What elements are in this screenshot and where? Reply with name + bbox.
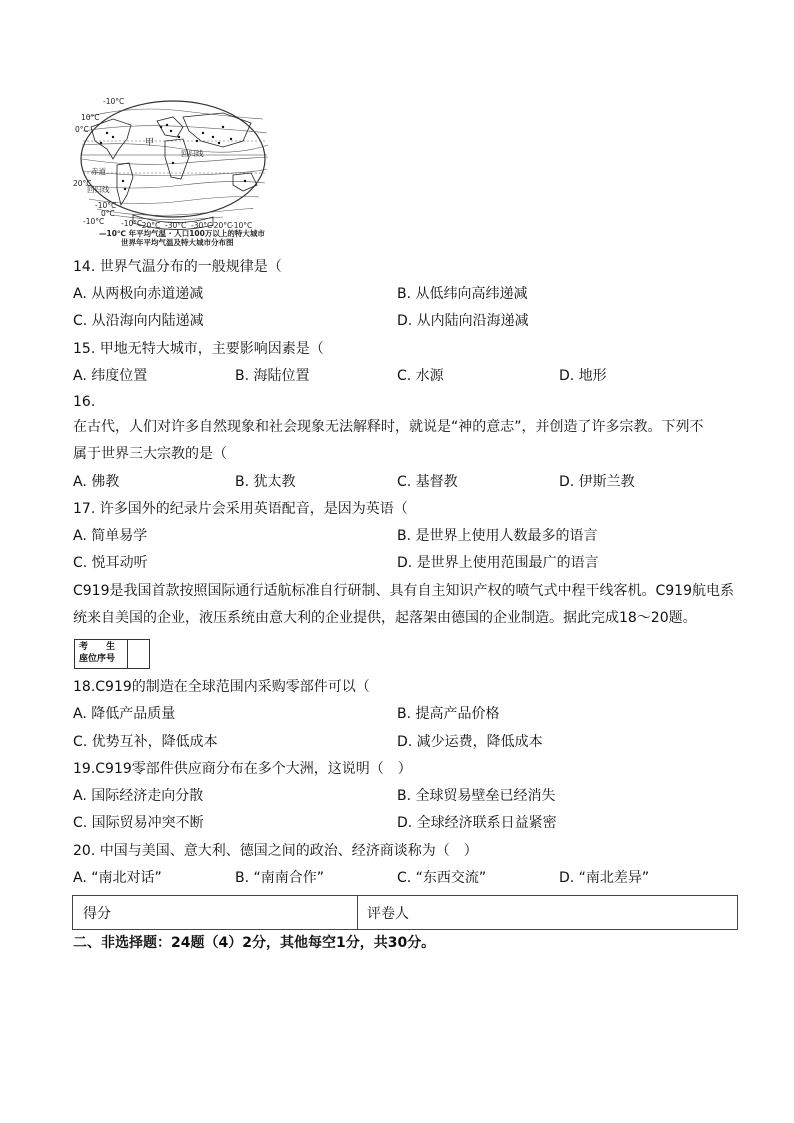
- question-stem: 15. 甲地无特大城市，主要影响因素是（: [73, 341, 324, 357]
- map-label-jia: 甲: [145, 138, 155, 148]
- score-table: [72, 895, 738, 930]
- option-a[interactable]: A. “南北对话”: [73, 870, 162, 886]
- question-stem: 14. 世界气温分布的一般规律是（: [73, 259, 282, 275]
- passage-line: 统来自美国的企业，液压系统由意大利的企业提供，起落架由德国的企业制造。据此完成18～20题。: [73, 610, 697, 626]
- option-b[interactable]: B. 全球贸易壁垒已经消失: [397, 788, 556, 804]
- option-d[interactable]: D. 全球经济联系日益紧密: [397, 815, 557, 831]
- world-temperature-map: [73, 97, 273, 247]
- option-a[interactable]: A. 佛教: [73, 474, 120, 490]
- map-label: -10°C: [103, 97, 125, 106]
- question-stem: 17. 许多国外的纪录片会采用英语配音，是因为英语（: [73, 501, 408, 517]
- question-stem: 在古代，人们对许多自然现象和社会现象无法解释时，就说是“神的意志”，并创造了许多宗教。下列不: [73, 419, 704, 435]
- option-a[interactable]: A. 纬度位置: [73, 368, 148, 384]
- map-label: -30°C: [191, 221, 213, 230]
- option-d[interactable]: D. “南北差异”: [559, 870, 650, 886]
- map-label: -20°C: [211, 221, 233, 230]
- option-c[interactable]: C. “东西交流”: [397, 870, 487, 886]
- section-heading: 二、非选择题：24题（4）2分，其他每空1分，共30分。: [73, 935, 436, 951]
- map-label: -10°C: [231, 221, 253, 230]
- map-label: -10°C: [83, 217, 105, 226]
- option-b[interactable]: B. 犹太教: [235, 474, 296, 490]
- option-c[interactable]: C. 国际贸易冲突不断: [73, 815, 204, 831]
- map-label: 0°C: [101, 209, 115, 218]
- option-d[interactable]: D. 伊斯兰教: [559, 474, 635, 490]
- option-d[interactable]: D. 从内陆向沿海递减: [397, 313, 529, 329]
- question-stem: 20. 中国与美国、意大利、德国之间的政治、经济商谈称为（ ）: [73, 843, 478, 859]
- grader-label: 评卷人: [367, 906, 409, 922]
- option-b[interactable]: B. 是世界上使用人数最多的语言: [397, 528, 598, 544]
- map-caption: 世界年平均气温及特大城市分布图: [121, 238, 234, 247]
- map-label: -30°C: [165, 221, 187, 230]
- option-c[interactable]: C. 基督教: [397, 474, 458, 490]
- seat-label-line1: 考 生: [79, 642, 116, 652]
- option-b[interactable]: B. 海陆位置: [235, 368, 310, 384]
- option-a[interactable]: A. 从两极向赤道递减: [73, 286, 204, 302]
- map-label: 回归线: [87, 185, 110, 194]
- option-c[interactable]: C. 悦耳动听: [73, 555, 148, 571]
- question-number: 16.: [73, 394, 96, 410]
- map-label: 0°C: [75, 125, 89, 134]
- map-label: 赤道: [91, 167, 106, 176]
- option-c[interactable]: C. 水源: [397, 368, 444, 384]
- map-label: -10°C: [95, 201, 117, 210]
- map-legend: —10℃ 年平均气温 · 人口100万以上的特大城市: [99, 229, 265, 238]
- map-label: 10°C: [81, 113, 100, 122]
- map-label: -20°C: [139, 221, 161, 230]
- map-label: 回归线: [181, 149, 204, 158]
- option-a[interactable]: A. 降低产品质量: [73, 706, 176, 722]
- question-stem: 19.C919零部件供应商分布在多个大洲，这说明（ ）: [73, 761, 412, 777]
- question-stem-cont: 属于世界三大宗教的是（: [73, 446, 227, 462]
- seat-number-box: [74, 639, 150, 669]
- option-b[interactable]: B. 从低纬向高纬递减: [397, 286, 528, 302]
- option-b[interactable]: B. 提高产品价格: [397, 706, 500, 722]
- passage-line: C919是我国首款按照国际通行适航标准自行研制、具有自主知识产权的喷气式中程干线客机。C919航电系: [73, 583, 734, 599]
- option-d[interactable]: D. 是世界上使用范围最广的语言: [397, 555, 599, 571]
- score-label: 得分: [83, 906, 111, 922]
- option-c[interactable]: C. 从沿海向内陆递减: [73, 313, 204, 329]
- option-a[interactable]: A. 国际经济走向分散: [73, 788, 204, 804]
- seat-label-line2: 座位序号: [79, 654, 116, 664]
- table-divider: [357, 896, 358, 929]
- question-stem: 18.C919的制造在全球范围内采购零部件可以（: [73, 679, 370, 695]
- option-a[interactable]: A. 简单易学: [73, 528, 148, 544]
- option-d[interactable]: D. 减少运费，降低成本: [397, 734, 543, 750]
- map-label: 20°C: [73, 179, 92, 188]
- option-c[interactable]: C. 优势互补，降低成本: [73, 734, 218, 750]
- option-b[interactable]: B. “南南合作”: [235, 870, 325, 886]
- option-d[interactable]: D. 地形: [559, 368, 607, 384]
- map-label: -10°C: [121, 219, 143, 228]
